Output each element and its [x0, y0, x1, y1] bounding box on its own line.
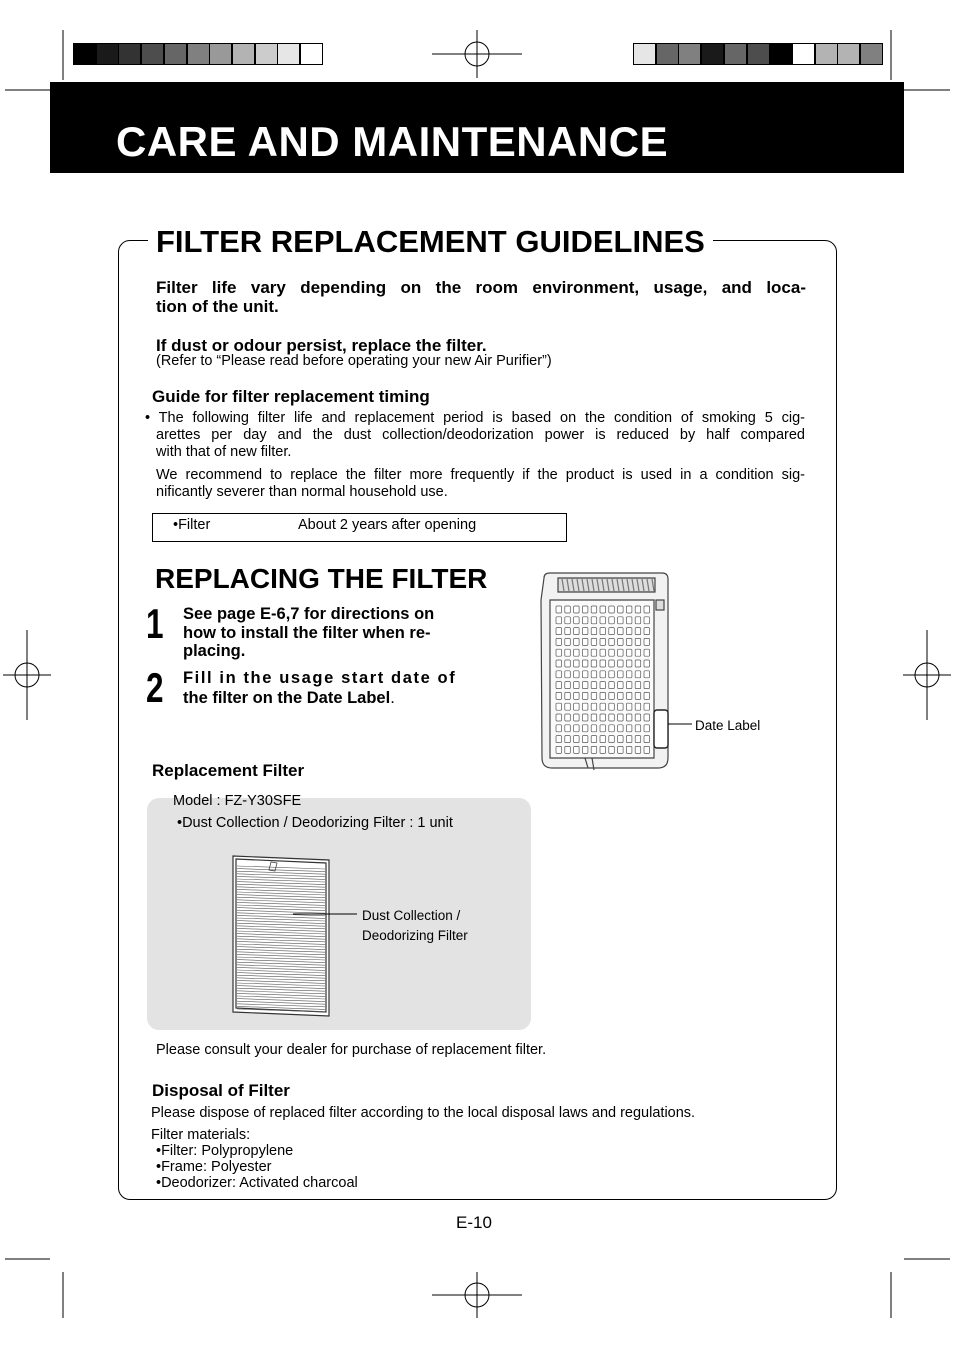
color-swatch: [300, 43, 323, 65]
vent-hole: [644, 736, 650, 743]
vent-hole: [565, 638, 571, 645]
vent-hole: [644, 660, 650, 667]
step-1-line-1: See page E-6,7 for directions on: [183, 605, 435, 623]
vent-hole: [644, 703, 650, 710]
color-swatch: [860, 43, 883, 65]
vent-hole: [582, 617, 588, 624]
vent-hole: [574, 725, 580, 732]
vent-hole: [574, 714, 580, 721]
vent-hole: [591, 606, 597, 613]
vent-hole: [644, 692, 650, 699]
vent-hole: [574, 692, 580, 699]
vent-hole: [635, 736, 641, 743]
vent-hole: [618, 606, 624, 613]
vent-hole: [574, 660, 580, 667]
color-swatch: [724, 43, 747, 65]
vent-hole: [591, 617, 597, 624]
vent-hole: [626, 703, 632, 710]
vent-hole: [556, 671, 562, 678]
vent-hole: [565, 692, 571, 699]
vent-hole: [626, 736, 632, 743]
vent-hole: [626, 682, 632, 689]
step-1-line-3: placing.: [183, 642, 246, 660]
vent-hole: [626, 649, 632, 656]
vent-hole: [582, 649, 588, 656]
vent-hole: [644, 746, 650, 753]
vent-hole: [565, 746, 571, 753]
color-swatch: [678, 43, 701, 65]
vent-hole: [635, 714, 641, 721]
vent-hole: [609, 746, 615, 753]
filter-item: •Dust Collection / Deodorizing Filter : 1 unit: [177, 815, 453, 831]
vent-hole: [582, 660, 588, 667]
vent-hole: [556, 714, 562, 721]
color-swatch: [73, 43, 96, 65]
vent-hole: [609, 725, 615, 732]
vent-hole: [644, 628, 650, 635]
vent-hole: [618, 628, 624, 635]
color-swatch: [792, 43, 815, 65]
vent-hole: [609, 692, 615, 699]
vent-hole: [574, 682, 580, 689]
vent-hole: [600, 660, 606, 667]
vent-hole: [626, 606, 632, 613]
vent-hole: [565, 714, 571, 721]
vent-hole: [591, 682, 597, 689]
vent-hole: [574, 649, 580, 656]
color-swatch: [815, 43, 838, 65]
vent-hole: [600, 682, 606, 689]
vent-hole: [618, 714, 624, 721]
color-swatch: [633, 43, 656, 65]
vent-hole: [591, 736, 597, 743]
timing-line-2: arettes per day and the dust collection/deodorization power is reduced by half compared: [156, 427, 805, 443]
vent-hole: [582, 736, 588, 743]
vent-hole: [591, 628, 597, 635]
date-label-callout: Date Label: [695, 718, 761, 733]
color-swatch: [837, 43, 860, 65]
vent-hole: [635, 617, 641, 624]
page-number: E-10: [456, 1213, 492, 1232]
intro-line-2: tion of the unit.: [156, 297, 279, 316]
recommend-line-2: nificantly severer than normal household use.: [156, 484, 448, 500]
vent-hole: [618, 671, 624, 678]
vent-hole: [600, 746, 606, 753]
vent-hole: [635, 671, 641, 678]
vent-hole: [565, 628, 571, 635]
vent-hole: [574, 746, 580, 753]
color-swatch: [141, 43, 164, 65]
guidelines-title: FILTER REPLACEMENT GUIDELINES: [148, 224, 713, 260]
vent-hole: [556, 638, 562, 645]
vent-hole: [591, 692, 597, 699]
vent-hole: [582, 671, 588, 678]
vent-hole: [556, 736, 562, 743]
dust-heading: If dust or odour persist, replace the filter.: [156, 336, 487, 355]
vent-hole: [556, 649, 562, 656]
vent-hole: [591, 671, 597, 678]
vent-hole: [609, 638, 615, 645]
vent-hole: [609, 606, 615, 613]
vent-hole: [591, 714, 597, 721]
vent-hole: [600, 725, 606, 732]
vent-hole: [582, 682, 588, 689]
vent-hole: [618, 649, 624, 656]
vent-hole: [618, 692, 624, 699]
vent-hole: [565, 725, 571, 732]
filter-callout-line-1: Dust Collection /: [362, 908, 461, 923]
vent-hole: [582, 638, 588, 645]
vent-hole: [609, 736, 615, 743]
filter-callout-line-2: Deodorizing Filter: [362, 927, 468, 943]
step-1-line-2: how to install the filter when re-: [183, 623, 431, 642]
table-value: About 2 years after opening: [298, 517, 477, 533]
material-item: •Deodorizer: Activated charcoal: [156, 1175, 358, 1191]
vent-hole: [609, 671, 615, 678]
vent-hole: [618, 682, 624, 689]
vent-hole: [618, 725, 624, 732]
vent-hole: [582, 606, 588, 613]
vent-hole: [600, 671, 606, 678]
vent-hole: [591, 725, 597, 732]
vent-hole: [635, 660, 641, 667]
timing-bullet: [145, 410, 805, 461]
disposal-text: Please dispose of replaced filter according to the local disposal laws and regulations.: [151, 1105, 696, 1121]
vent-hole: [565, 703, 571, 710]
vent-hole: [635, 703, 641, 710]
filter-life-table: [152, 513, 567, 542]
vent-hole: [626, 660, 632, 667]
vent-hole: [582, 714, 588, 721]
vent-hole: [644, 638, 650, 645]
vent-hole: [618, 746, 624, 753]
dealer-note: Please consult your dealer for purchase of replacement filter.: [156, 1042, 547, 1058]
vent-hole: [556, 660, 562, 667]
vent-hole: [644, 606, 650, 613]
vent-hole: [582, 628, 588, 635]
timing-line-3: with that of new filter.: [156, 444, 292, 460]
vent-hole: [591, 638, 597, 645]
page-title: CARE AND MAINTENANCE: [116, 118, 669, 165]
vent-hole: [600, 606, 606, 613]
vent-hole: [565, 671, 571, 678]
timing-line-1: • The following filter life and replacement period is based on the condition of smoking 5 cig-: [145, 410, 805, 426]
color-swatch: [747, 43, 770, 65]
material-item: •Filter: Polypropylene: [156, 1143, 294, 1159]
replacing-title: REPLACING THE FILTER: [155, 563, 488, 594]
vent-hole: [644, 617, 650, 624]
vent-hole: [556, 746, 562, 753]
model-number: Model : FZ-Y30SFE: [173, 793, 302, 809]
disposal-heading: Disposal of Filter: [152, 1081, 290, 1100]
color-swatch: [187, 43, 210, 65]
dust-reference: (Refer to “Please read before operating your new Air Purifier”): [156, 353, 552, 369]
vent-hole: [626, 638, 632, 645]
vent-hole: [609, 714, 615, 721]
vent-hole: [600, 617, 606, 624]
vent-hole: [635, 628, 641, 635]
vent-hole: [574, 617, 580, 624]
vent-hole: [618, 736, 624, 743]
vent-hole: [600, 703, 606, 710]
intro-line-1: Filter life vary depending on the room environment, usage, and loca-: [156, 278, 806, 297]
materials-heading: Filter materials:: [151, 1127, 251, 1143]
vent-hole: [591, 660, 597, 667]
vent-hole: [635, 746, 641, 753]
vent-hole: [626, 671, 632, 678]
vent-hole: [644, 682, 650, 689]
step-2-number: 2: [146, 664, 164, 711]
vent-hole: [574, 606, 580, 613]
vent-hole: [591, 703, 597, 710]
color-swatch: [656, 43, 679, 65]
color-swatch: [277, 43, 300, 65]
vent-hole: [609, 703, 615, 710]
air-purifier-illustration: [530, 570, 780, 780]
vent-hole: [635, 682, 641, 689]
vent-hole: [609, 660, 615, 667]
vent-hole: [635, 638, 641, 645]
vent-hole: [644, 714, 650, 721]
vent-hole: [618, 617, 624, 624]
vent-hole: [635, 606, 641, 613]
vent-hole: [635, 649, 641, 656]
vent-hole: [600, 736, 606, 743]
vent-hole: [609, 649, 615, 656]
step-2-line-1: Fill in the usage start date of: [183, 669, 457, 687]
filter-illustration: [225, 850, 365, 1020]
vent-hole: [582, 692, 588, 699]
vent-hole: [618, 703, 624, 710]
vent-hole: [565, 617, 571, 624]
intro-text: [156, 278, 806, 316]
vent-hole: [626, 628, 632, 635]
vent-hole: [556, 703, 562, 710]
vent-hole: [556, 692, 562, 699]
vent-hole: [609, 628, 615, 635]
vent-hole: [565, 682, 571, 689]
table-item: •Filter: [173, 517, 211, 533]
vent-hole: [626, 714, 632, 721]
step-1-number: 1: [146, 600, 164, 647]
vent-hole: [574, 736, 580, 743]
vent-hole: [618, 638, 624, 645]
vent-hole: [556, 725, 562, 732]
vent-hole: [591, 649, 597, 656]
vent-hole: [582, 725, 588, 732]
vent-hole: [565, 606, 571, 613]
vent-hole: [626, 617, 632, 624]
vent-hole: [565, 736, 571, 743]
filter-callout: [362, 906, 468, 945]
recommend-line-1: We recommend to replace the filter more frequently if the product is used in a condition sig-: [156, 467, 805, 483]
vent-hole: [591, 746, 597, 753]
vent-hole: [565, 649, 571, 656]
vent-hole: [582, 746, 588, 753]
replacement-filter-heading: Replacement Filter: [152, 761, 305, 780]
vent-hole: [556, 682, 562, 689]
materials-list: [151, 1127, 358, 1191]
vent-hole: [635, 692, 641, 699]
color-swatch: [164, 43, 187, 65]
vent-hole: [600, 649, 606, 656]
vent-hole: [582, 703, 588, 710]
vent-hole: [574, 671, 580, 678]
vent-hole: [644, 725, 650, 732]
color-swatch: [701, 43, 724, 65]
vent-hole: [644, 649, 650, 656]
vent-hole: [626, 725, 632, 732]
vent-hole: [609, 682, 615, 689]
color-swatch: [769, 43, 792, 65]
vent-hole: [574, 628, 580, 635]
timing-heading: Guide for filter replacement timing: [152, 387, 430, 406]
color-swatch: [255, 43, 278, 65]
vent-hole: [600, 638, 606, 645]
vent-hole: [618, 660, 624, 667]
vent-hole: [600, 692, 606, 699]
vent-hole: [626, 746, 632, 753]
color-swatch: [209, 43, 232, 65]
step-2-line-2: the filter on the Date Label: [183, 689, 391, 707]
vent-hole: [635, 725, 641, 732]
color-swatch: [118, 43, 141, 65]
vent-hole: [600, 628, 606, 635]
vent-hole: [626, 692, 632, 699]
vent-hole: [609, 617, 615, 624]
vent-hole: [556, 617, 562, 624]
material-item: •Frame: Polyester: [156, 1159, 272, 1175]
vent-hole: [574, 703, 580, 710]
vent-hole: [565, 660, 571, 667]
step-2-text: [183, 668, 456, 708]
vent-hole: [574, 638, 580, 645]
vent-hole: [556, 606, 562, 613]
step-2-period: .: [390, 689, 395, 707]
color-swatch: [96, 43, 119, 65]
vent-hole: [556, 628, 562, 635]
vent-hole: [644, 671, 650, 678]
vent-hole: [600, 714, 606, 721]
color-swatch: [232, 43, 255, 65]
recommend-text: [156, 467, 805, 501]
step-1-text: [183, 605, 434, 661]
